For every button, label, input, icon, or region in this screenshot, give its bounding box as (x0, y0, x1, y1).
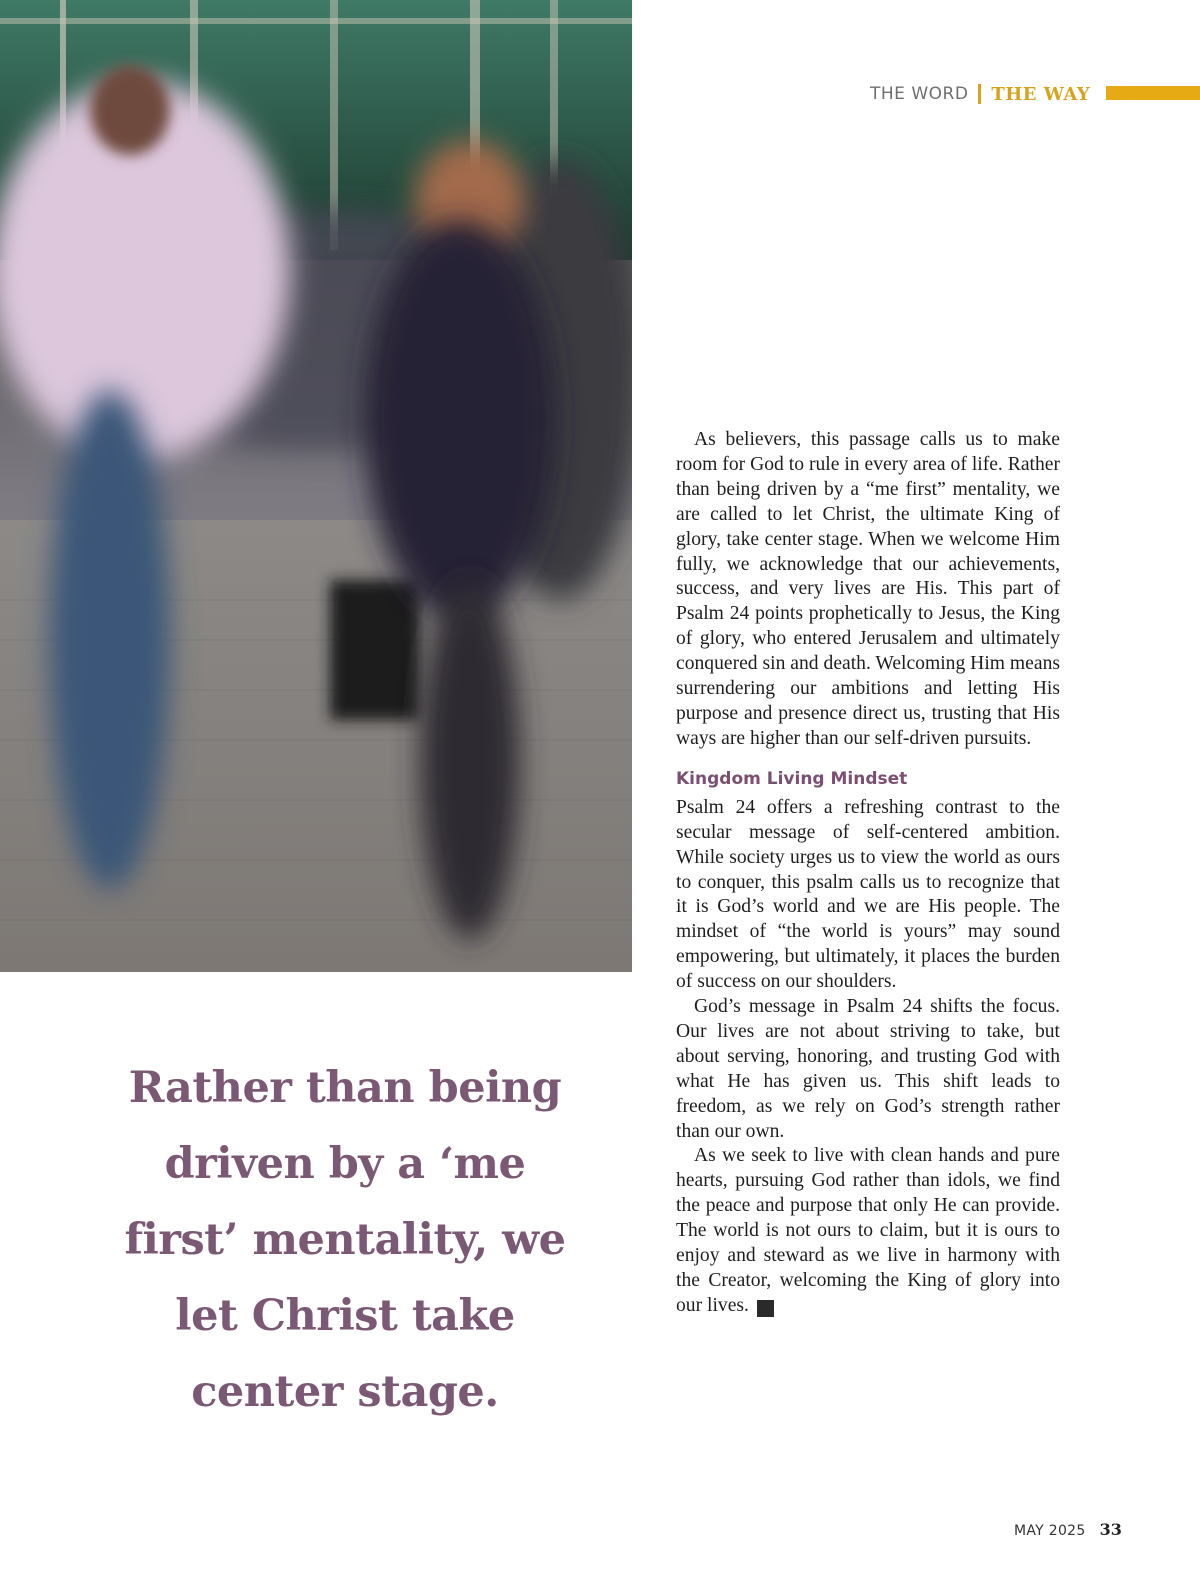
section-separator (978, 84, 981, 104)
paragraph: Psalm 24 offers a refreshing contrast to the secular message of self-centered ambition. While society urges us to view the world as ours to conquer, this psalm calls us to recognize that it is God’s world and we are His people. The mindset of “the world is yours” may sound empowering, but ultimately, it places the burden of success on our shoulders. (676, 796, 1060, 993)
article-body (676, 428, 1060, 1319)
section-label-word: THE WORD (870, 84, 969, 104)
paragraph: God’s message in Psalm 24 shifts the focus. Our lives are not about striving to take, but about serving, honoring, and trusting God with what He has given us. This shift leads to freedom, as we rely on God’s strength rather than our own. (676, 996, 1060, 1142)
paragraph: As believers, this passage calls us to make room for God to rule in every area of life. Rather than being driven by a “me first” mentality, we are called to let Christ, the ultimate King of glory, take center stage. When we welcome Him fully, we acknowledge that our achievements, success, and very lives are His. This part of Psalm 24 points prophetically to Jesus, the King of glory, who entered Jerusalem and ultimately conquered sin and death. Welcoming Him means surrendering our ambitions and letting His purpose and presence direct us, trusting that His ways are higher than our self-driven pursuits. (676, 429, 1060, 749)
subhead: Kingdom Living Mindset (676, 768, 908, 789)
issue-date: MAY 2025 (1014, 1523, 1086, 1539)
running-head (870, 82, 1090, 106)
header-accent-bar (1106, 86, 1200, 100)
pull-quote: Rather than being driven by a ‘me first’ mentality, we let Christ take center stage. (124, 1063, 566, 1417)
crowd-photo (0, 0, 632, 972)
folio (1014, 1520, 1122, 1539)
end-mark-icon: ❧ (757, 1300, 774, 1317)
crowd-photo-art (0, 0, 632, 972)
section-label-way: THE WAY (991, 83, 1091, 105)
page-number: 33 (1099, 1520, 1122, 1539)
paragraph-text: As we seek to live with clean hands and pure hearts, pursuing God rather than idols, we find the peace and purpose that only He can provide. The world is not ours to claim, but it is ours to enjoy and steward as we live in harmony with the Creator, welcoming the King of glory into our lives. (676, 1145, 1060, 1316)
paragraph-last (676, 1144, 1060, 1318)
